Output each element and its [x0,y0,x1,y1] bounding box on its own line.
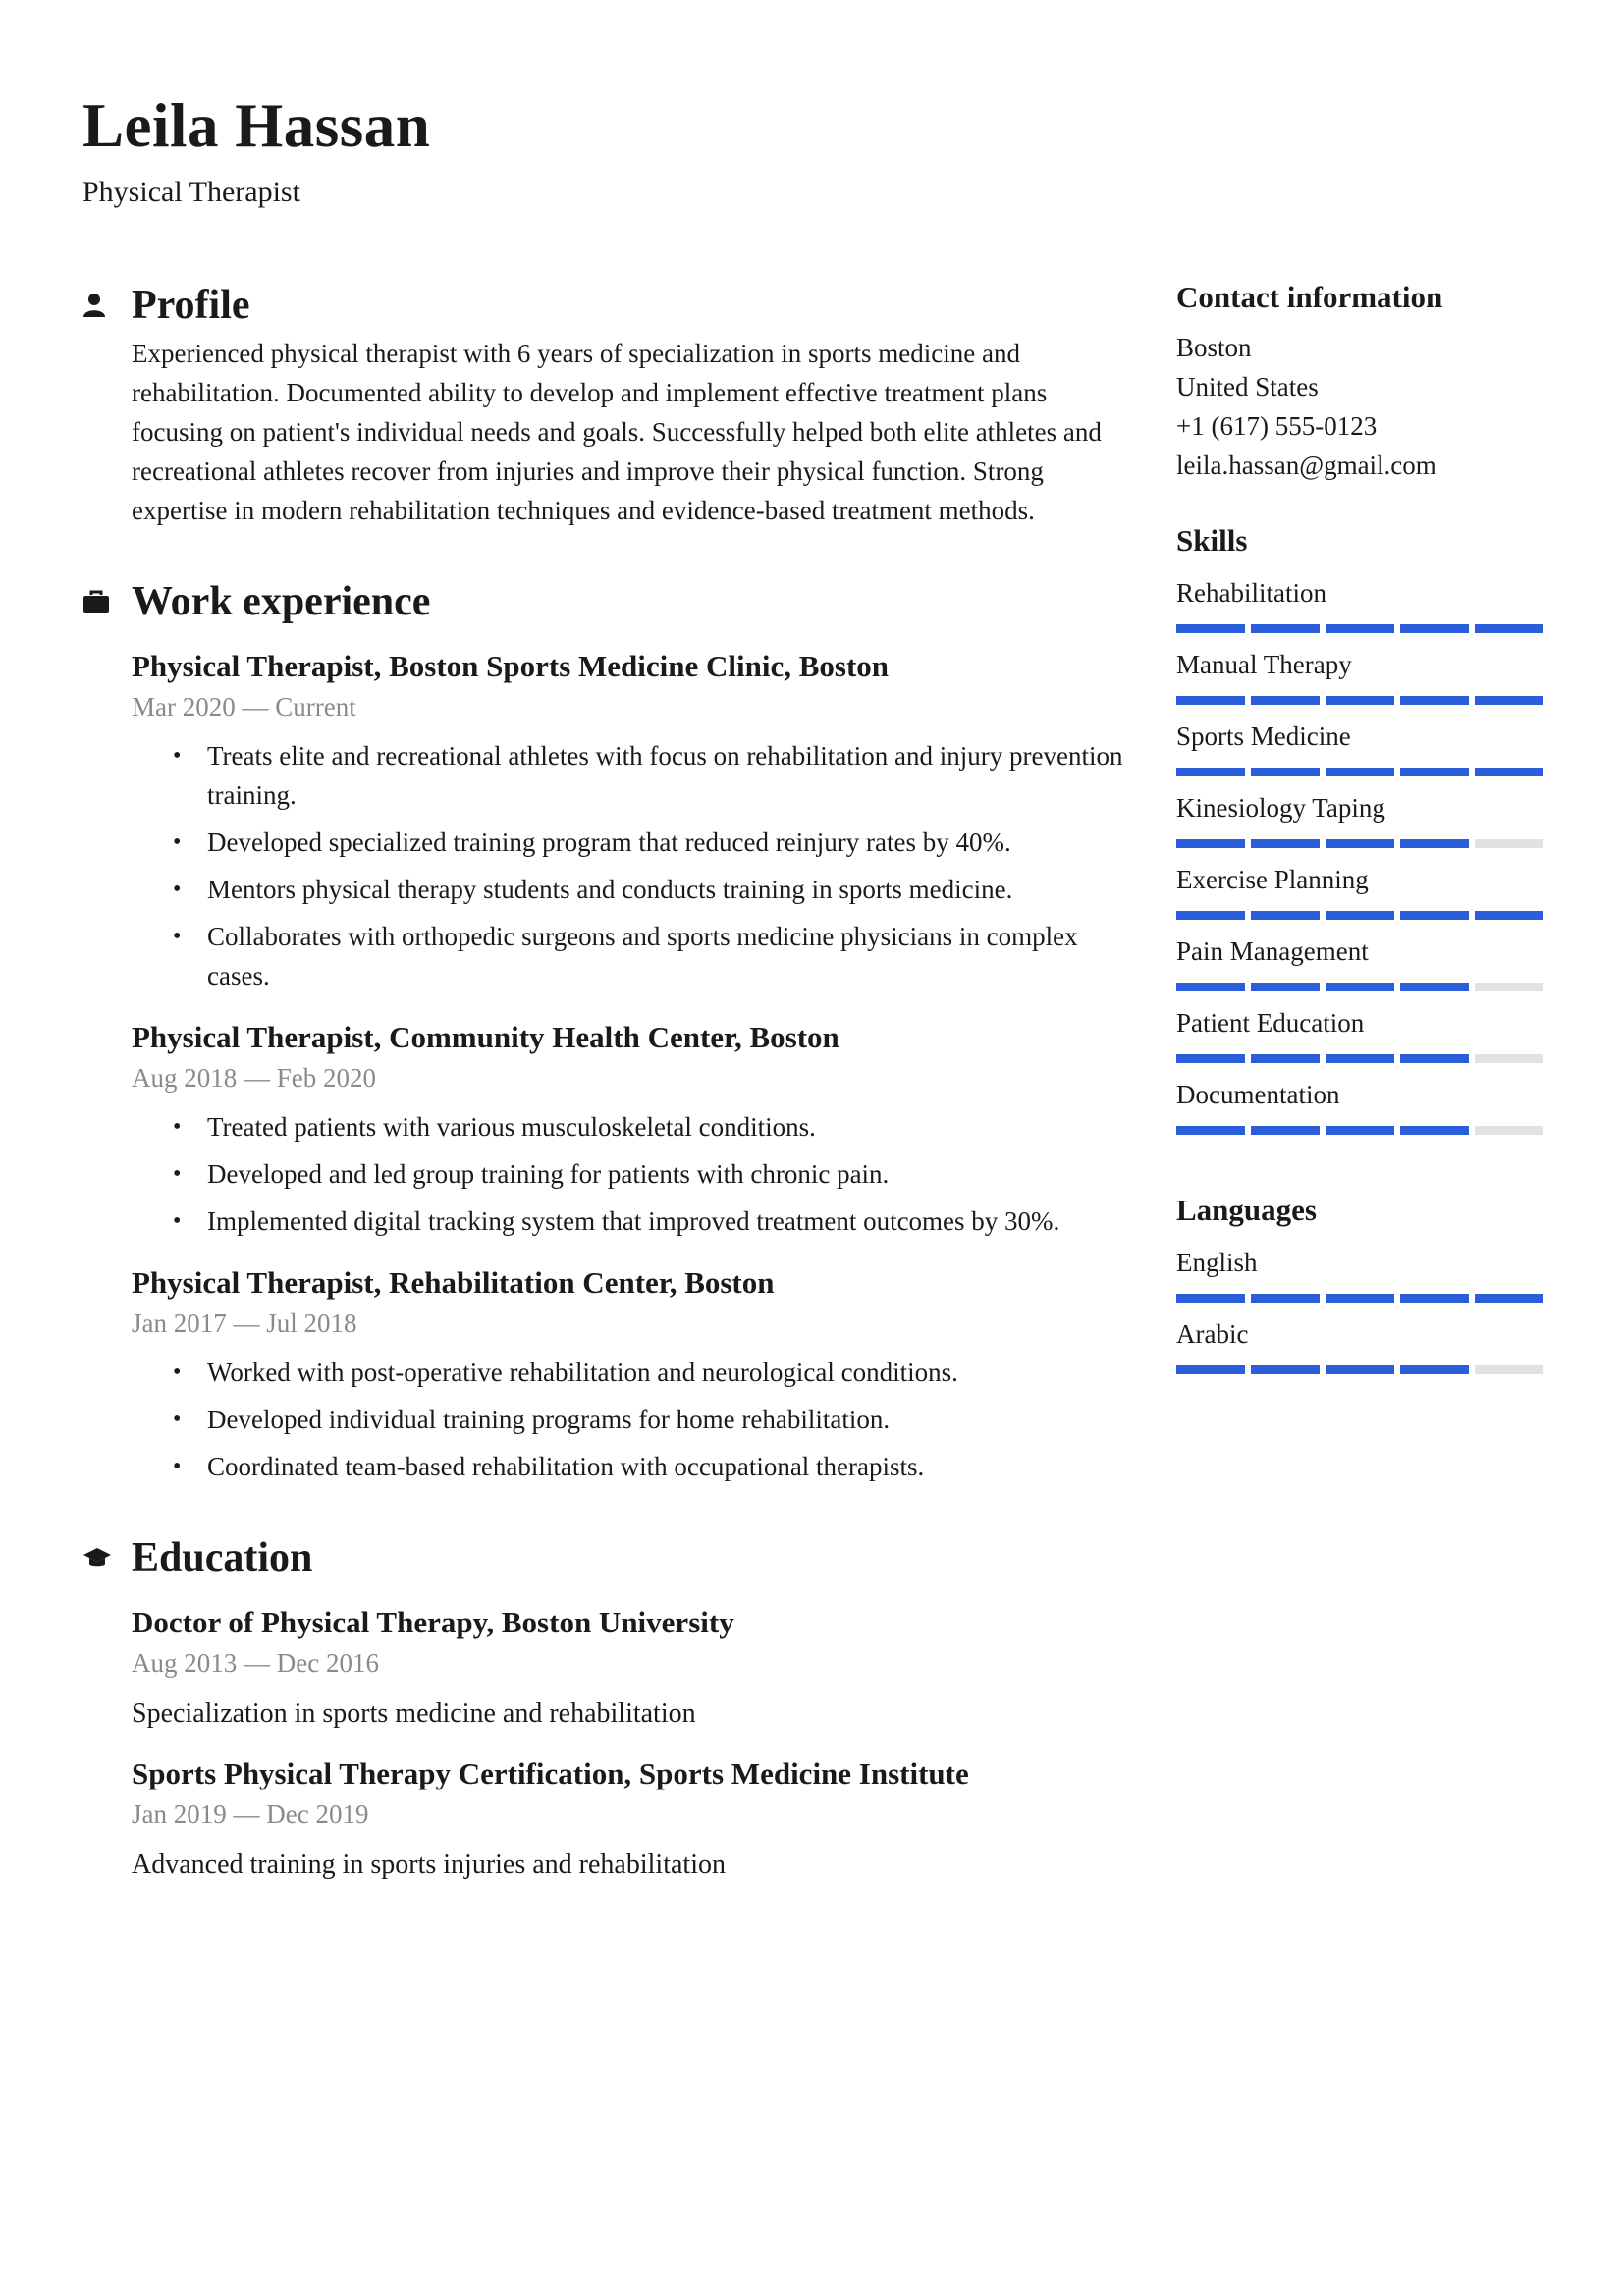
level-segment [1400,1126,1469,1135]
job-bullets [132,1107,1133,1241]
education-list [82,1602,1133,1885]
job-entry [132,646,1133,995]
skills-name: Exercise Planning [1176,865,1369,894]
graduation-cap-icon [82,1546,132,1570]
level-segment [1326,1126,1394,1135]
level-segment [1251,1126,1320,1135]
education-heading-row [82,1529,1133,1586]
skills-level-bar [1176,1126,1543,1135]
person-icon [82,293,132,318]
skills-level-bar [1176,768,1543,776]
bullet-item: • Worked with post-operative rehabilitation and neurological conditions. [132,1353,1133,1392]
education-description: Specialization in sports medicine and rehabilitation [132,1698,696,1729]
bullet-item: • Developed individual training programs for home rehabilitation. [132,1400,1133,1439]
languages-level-bar [1176,1365,1543,1374]
level-segment [1251,1365,1320,1374]
skills-name: Sports Medicine [1176,721,1351,751]
level-segment [1326,839,1394,848]
education-entry [132,1753,1133,1885]
skills-item [1176,645,1543,705]
level-segment [1251,911,1320,920]
education-heading: Education [132,1535,313,1580]
level-segment [1176,983,1245,991]
level-segment [1176,768,1245,776]
skills-level-bar [1176,839,1543,848]
main-column [82,277,1133,1928]
level-segment [1400,1365,1469,1374]
job-title: Physical Therapist, Boston Sports Medicine Clinic, Boston [132,649,890,683]
level-segment [1176,1054,1245,1063]
languages-name: Arabic [1176,1319,1249,1349]
skills-level-bar [1176,624,1543,633]
level-segment [1326,768,1394,776]
languages-level-bar [1176,1294,1543,1303]
profile-section [82,277,1133,530]
level-segment [1251,768,1320,776]
contact-country: United States [1176,372,1319,401]
skills-name: Manual Therapy [1176,650,1352,679]
resume-header [82,86,430,210]
skills-level-bar [1176,1054,1543,1063]
bullet-item: • Treats elite and recreational athletes with focus on rehabilitation and injury prevention training. [132,736,1133,815]
level-segment [1251,624,1320,633]
level-segment [1176,624,1245,633]
contact-email[interactable]: leila.hassan@gmail.com [1176,451,1436,480]
education-dates: Jan 2019 — Dec 2019 [132,1799,369,1829]
level-segment [1400,839,1469,848]
skills-heading: Skills [1176,523,1248,558]
job-bullets [132,1353,1133,1486]
level-segment [1400,696,1469,705]
level-segment [1475,624,1543,633]
skills-name: Rehabilitation [1176,578,1326,608]
level-segment [1475,1126,1543,1135]
skills-item [1176,717,1543,776]
level-segment [1176,1126,1245,1135]
level-segment [1475,1054,1543,1063]
skills-item [1176,1075,1543,1135]
languages-item [1176,1243,1543,1303]
level-segment [1176,839,1245,848]
level-segment [1326,983,1394,991]
bullet-item: • Treated patients with various musculoskeletal conditions. [132,1107,1133,1147]
level-segment [1326,1054,1394,1063]
skills-name: Pain Management [1176,936,1369,966]
skills-list [1176,573,1543,1135]
education-entry [132,1602,1133,1734]
skills-item [1176,932,1543,991]
sidebar [1176,277,1543,1410]
jobs-list [82,646,1133,1486]
skills-name: Documentation [1176,1080,1340,1109]
skills-item [1176,788,1543,848]
briefcase-icon [82,590,132,614]
level-segment [1475,839,1543,848]
level-segment [1475,911,1543,920]
profile-text: Experienced physical therapist with 6 years of specialization in sports medicine and rehabilitation. Documented ability to develop and implement effective treatment plans focusing on patient's individual needs and goals. Successfully helped both elite athletes and recreational athletes recover from injuries and improve their physical function. Strong expertise in modern rehabilitation techniques and evidence-based treatment methods. [132,339,1102,525]
level-segment [1251,1054,1320,1063]
bullet-item: • Collaborates with orthopedic surgeons and sports medicine physicians in complex cases. [132,917,1133,995]
education-title: Doctor of Physical Therapy, Boston University [132,1605,734,1639]
level-segment [1326,911,1394,920]
skills-item [1176,860,1543,920]
job-entry [132,1017,1133,1241]
education-title: Sports Physical Therapy Certification, Sports Medicine Institute [132,1756,969,1790]
languages-list [1176,1243,1543,1374]
level-segment [1176,911,1245,920]
level-segment [1326,1365,1394,1374]
job-entry [132,1262,1133,1486]
level-segment [1251,1294,1320,1303]
level-segment [1326,696,1394,705]
level-segment [1475,1294,1543,1303]
education-dates: Aug 2013 — Dec 2016 [132,1648,379,1678]
level-segment [1400,768,1469,776]
level-segment [1176,696,1245,705]
level-segment [1326,624,1394,633]
job-dates: Jan 2017 — Jul 2018 [132,1308,357,1338]
level-segment [1475,768,1543,776]
level-segment [1400,1294,1469,1303]
level-segment [1176,1365,1245,1374]
languages-item [1176,1314,1543,1374]
languages-section [1176,1190,1543,1374]
job-title: Physical Therapist, Rehabilitation Center, Boston [132,1265,775,1300]
level-segment [1251,696,1320,705]
level-segment [1251,983,1320,991]
work-heading-row [82,573,1133,630]
bullet-item: • Coordinated team-based rehabilitation with occupational therapists. [132,1447,1133,1486]
level-segment [1400,1054,1469,1063]
level-segment [1326,1294,1394,1303]
level-segment [1475,983,1543,991]
level-segment [1176,1294,1245,1303]
bullet-item: • Developed specialized training program that reduced reinjury rates by 40%. [132,823,1133,862]
level-segment [1400,624,1469,633]
job-dates: Aug 2018 — Feb 2020 [132,1063,376,1093]
job-dates: Mar 2020 — Current [132,692,356,721]
level-segment [1400,983,1469,991]
bullet-item: • Implemented digital tracking system that improved treatment outcomes by 30%. [132,1201,1133,1241]
contact-phone[interactable]: +1 (617) 555-0123 [1176,411,1378,441]
languages-name: English [1176,1248,1258,1277]
education-description: Advanced training in sports injuries and rehabilitation [132,1849,726,1880]
skills-level-bar [1176,911,1543,920]
skills-name: Kinesiology Taping [1176,793,1385,823]
profile-heading-row [82,277,1133,334]
education-section [82,1529,1133,1885]
contact-city: Boston [1176,333,1252,362]
skills-level-bar [1176,696,1543,705]
job-title: Physical Therapist, Community Health Center, Boston [132,1020,839,1054]
contact-heading: Contact information [1176,280,1443,314]
candidate-title: Physical Therapist [82,176,300,208]
skills-item [1176,1003,1543,1063]
work-heading: Work experience [132,579,431,624]
skills-name: Patient Education [1176,1008,1365,1038]
level-segment [1475,1365,1543,1374]
languages-heading: Languages [1176,1193,1317,1227]
bullet-item: • Mentors physical therapy students and conducts training in sports medicine. [132,870,1133,909]
level-segment [1475,696,1543,705]
work-section [82,573,1133,1486]
skills-item [1176,573,1543,633]
skills-section [1176,520,1543,1135]
job-bullets [132,736,1133,995]
level-segment [1400,911,1469,920]
skills-level-bar [1176,983,1543,991]
candidate-name: Leila Hassan [82,91,431,160]
profile-heading: Profile [132,283,250,328]
bullet-item: • Developed and led group training for patients with chronic pain. [132,1154,1133,1194]
level-segment [1251,839,1320,848]
contact-section [1176,277,1543,485]
